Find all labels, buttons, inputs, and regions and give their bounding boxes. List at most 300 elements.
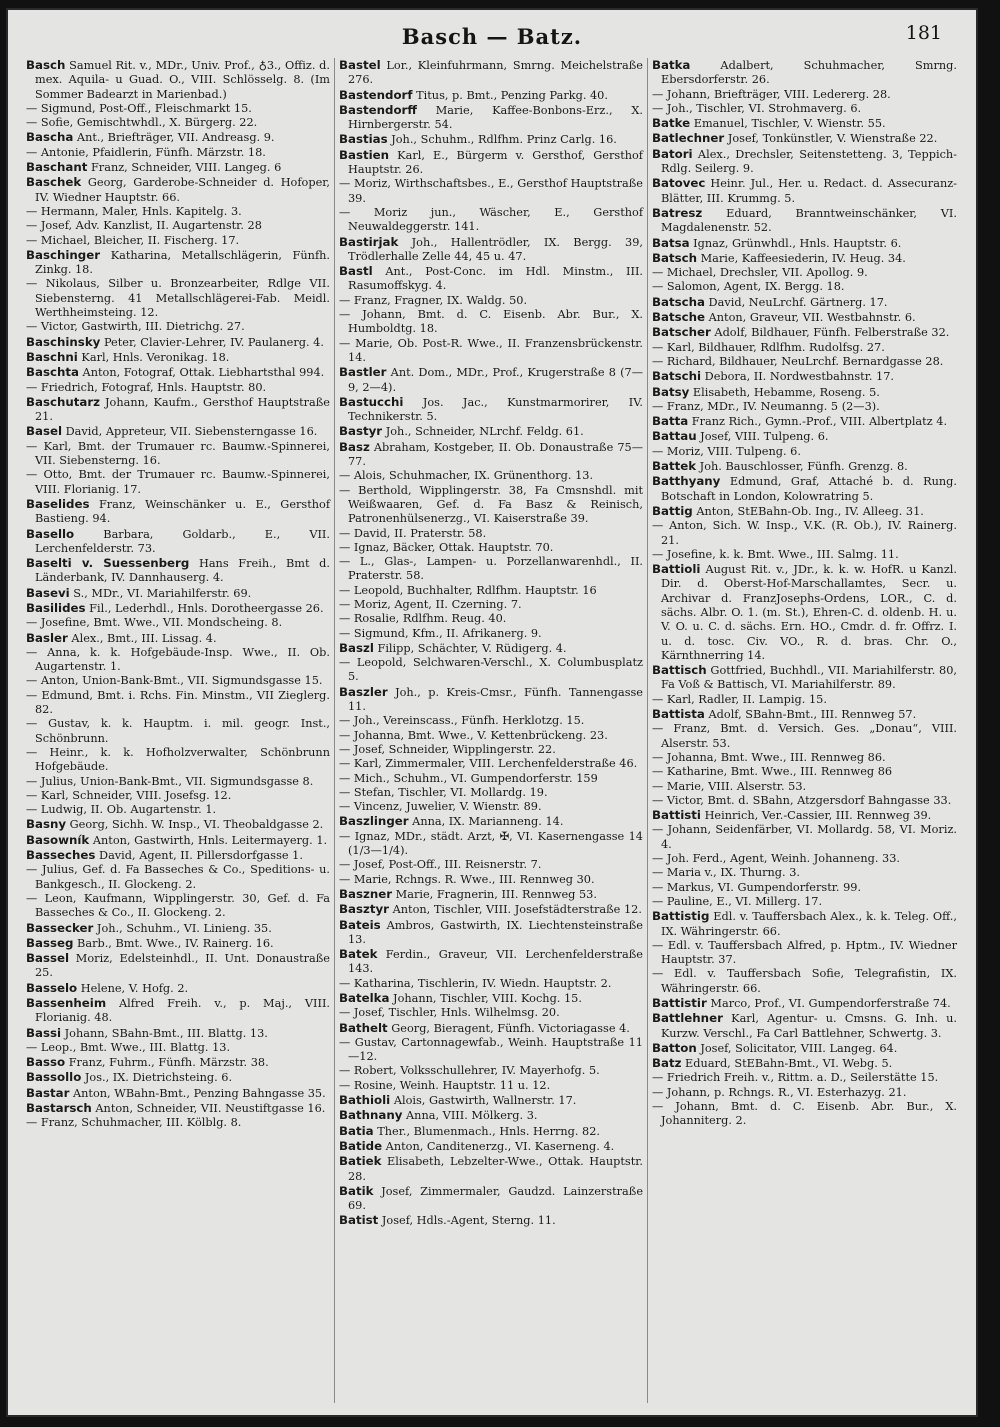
entry-text: Johann, SBahn-Bmt., III. Blattg. 13. — [61, 1026, 268, 1040]
entry-text: Marie, Kaffee-Bonbons-Erz., X. Hirnbergerstr. 54. — [348, 103, 643, 132]
entry-text: — Nikolaus, Silber u. Bronzearbeiter, Rdlge VII. Siebensterng. 41 Metallschlägerei-Fab. Meidl. Werthheimsteing. 12. — [26, 277, 330, 320]
entry-text: Alois, Gastwirth, Wallnerstr. 17. — [390, 1094, 577, 1108]
entry-text: Alex., Bmt., III. Lissag. 4. — [67, 631, 217, 645]
entry-text: — Hermann, Maler, Hnls. Kapitelg. 3. — [26, 204, 242, 218]
entry-text: Heinr. Jul., Her. u. Redact. d. Assecuranz-Blätter, III. Krummg. 5. — [661, 177, 957, 205]
directory-entry — [652, 1011, 957, 1041]
entry-text: August Rit. v., JDr., k. k. w. HofR. u Kanzl. Dir. d. Oberst-Hof-Marschallamtes, Secr. u. Archivar d. FranzJosephs-Ordens, LOR., C. d. sächs. Albr. O. 1. (m. St.), Ehren-C. d. oldenb. H. u. V. O. u. C. d. sächs. Ern. HO., Cmdr. d. fr. Offrz. I. u. d. tosc. Civ. VO., R. d. bras. Chr. O., Kärnthnerring 14. — [661, 563, 957, 662]
entry-surname: Batsy — [652, 384, 690, 399]
entry-surname: Battlehner — [652, 1011, 723, 1026]
directory-entry — [26, 616, 330, 630]
entry-surname: Bassi — [26, 1025, 62, 1040]
directory-entry — [652, 1056, 957, 1071]
directory-entry — [652, 385, 957, 400]
entry-surname: Battau — [652, 429, 697, 444]
entry-text: — Berthold, Wipplingerstr. 38, Fa Cmsnshdl. mit Weißwaaren, Gef. d. Fa Basz & Reinisch, Patronenhülsenerzg., VI. Kaiserstraße 39. — [339, 483, 643, 526]
directory-entry — [652, 414, 957, 429]
entry-surname: Batschi — [652, 369, 702, 384]
entry-text: — Vincenz, Juwelier, V. Wienstr. 89. — [339, 800, 542, 814]
entry-surname: Batlechner — [652, 131, 725, 146]
entry-text: Ant. Dom., MDr., Prof., Krugerstraße 8 (7—9, 2—4). — [348, 366, 643, 394]
entry-text: Jos. Jac., Kunstmarmorirer, IV. Technikerstr. 5. — [348, 395, 643, 424]
entry-text: — Richard, Bildhauer, NeuLrchf. Bernardgasse 28. — [652, 354, 944, 368]
directory-entry — [339, 947, 643, 977]
directory-entry — [652, 996, 957, 1011]
directory-entry — [339, 1213, 643, 1228]
entry-surname: Bathioli — [339, 1093, 391, 1108]
directory-entry — [652, 400, 957, 414]
directory-entry — [26, 320, 330, 334]
directory-entry — [26, 130, 330, 145]
entry-surname: Bascha — [26, 130, 74, 145]
entry-surname: Bateis — [339, 917, 381, 932]
directory-entry — [339, 469, 643, 483]
entry-text: Anton, Fotograf, Ottak. Liebhartsthal 994. — [78, 366, 325, 380]
directory-entry — [652, 445, 957, 459]
entry-surname: Basso — [26, 1055, 66, 1070]
entry-text: Georg, Garderobe-Schneider d. Hofoper, IV. Wiedner Hauptstr. 66. — [35, 176, 330, 204]
directory-entry — [339, 440, 643, 470]
directory-entry — [339, 814, 643, 829]
directory-entry — [339, 902, 643, 917]
entry-text: Franz, Fuhrm., Fünfh. Märzstr. 38. — [65, 1056, 269, 1070]
entry-text: Karl, Hnls. Veronikag. 18. — [77, 350, 230, 364]
entry-text: — Michael, Drechsler, VII. Apollog. 9. — [652, 266, 868, 280]
entry-surname: Bastarsch — [26, 1101, 92, 1116]
entry-text: — Franz, MDr., IV. Neumanng. 5 (2—3). — [652, 399, 880, 413]
entry-surname: Bassenheim — [26, 996, 107, 1010]
directory-entry — [26, 817, 330, 832]
directory-entry — [652, 280, 957, 294]
directory-entry — [652, 355, 957, 369]
entry-text: Joh., Schuhm., Rdlfhm. Prinz Carlg. 16. — [387, 133, 617, 147]
directory-entry — [652, 548, 957, 562]
entry-text: Heinrich, Ver.-Cassier, III. Rennweg 39. — [700, 809, 932, 823]
entry-text: — Moriz, Agent, II. Czerning. 7. — [339, 597, 522, 611]
directory-entry — [339, 1006, 643, 1020]
entry-text: Edmund, Graf, Attaché b. d. Rung. Botschaft in London, Kolowratring 5. — [661, 475, 957, 503]
directory-entry — [652, 116, 957, 131]
entry-text: Anna, VIII. Mölkerg. 3. — [402, 1109, 538, 1123]
entry-text: Franz, Weinschänker u. E., Gersthof Bastieng. 94. — [35, 497, 330, 526]
entry-text: — L., Glas-, Lampen- u. Porzellanwarenhdl., II. Praterstr. 58. — [339, 555, 643, 583]
entry-surname: Batz — [652, 1056, 682, 1071]
directory-entry — [339, 1064, 643, 1078]
entry-text: — Johann, Bmt. d. C. Eisenb. Abr. Bur., X. Humboldtg. 18. — [339, 308, 643, 336]
entry-surname: Batek — [339, 947, 378, 962]
directory-entry — [652, 765, 957, 779]
directory-entry — [26, 863, 330, 892]
directory-entry — [339, 1021, 643, 1036]
directory-entry — [339, 598, 643, 612]
directory-entry — [652, 939, 957, 968]
directory-entry — [26, 921, 330, 936]
entry-text: — Edl. v. Tauffersbach Alfred, p. Hptm., IV. Wiedner Hauptstr. 37. — [652, 938, 957, 967]
entry-text: — Pauline, E., VI. Millerg. 17. — [652, 894, 823, 908]
directory-entry — [26, 1086, 330, 1101]
directory-entry — [339, 1093, 643, 1108]
entry-text: — Sigmund, Kfm., II. Afrikanerg. 9. — [339, 626, 542, 640]
directory-entry — [339, 424, 643, 439]
entry-surname: Baschant — [26, 160, 88, 175]
entry-text: Ignaz, Grünwhdl., Hnls. Hauptstr. 6. — [689, 236, 902, 250]
entry-text: — Joh., Vereinscass., Fünfh. Herklotzg. 15. — [339, 714, 585, 728]
entry-text: — Franz, Bmt. d. Versich. Ges. „Donau“, VIII. Alserstr. 53. — [652, 722, 957, 750]
directory-entry — [652, 794, 957, 808]
directory-entry — [652, 206, 957, 236]
entry-surname: Basowník — [26, 832, 90, 847]
entry-text: — Josef, Tischler, Hnls. Wilhelmsg. 20. — [339, 1006, 560, 1020]
entry-text: — Leon, Kaufmann, Wipplingerstr. 30, Gef. d. Fa Basseches & Co., II. Glockeng. 2. — [26, 891, 330, 920]
entry-surname: Batsche — [652, 310, 706, 325]
entry-text: — Johann, Briefträger, VIII. Ledererg. 28. — [652, 87, 891, 101]
entry-surname: Basel — [26, 424, 63, 439]
entry-text: — Josef, Schneider, Wipplingerstr. 22. — [339, 742, 556, 756]
entry-surname: Batovec — [652, 176, 706, 191]
entry-text: — Rosalie, Rdlfhm. Reug. 40. — [339, 612, 507, 626]
directory-entry — [339, 887, 643, 902]
entry-text: — Otto, Bmt. der Trumauer rc. Baumw.-Spinnerei, VIII. Florianig. 17. — [26, 468, 330, 496]
directory-entry — [339, 830, 643, 859]
entry-text: — Friedrich, Fotograf, Hnls. Hauptstr. 80. — [26, 380, 267, 394]
directory-entry — [652, 266, 957, 280]
directory-entry — [26, 116, 330, 130]
directory-entry — [652, 751, 957, 765]
directory-entry — [26, 1026, 330, 1041]
entry-text: Adolf, SBahn-Bmt., III. Rennweg 57. — [704, 708, 917, 722]
directory-entry — [26, 219, 330, 233]
directory-entry — [652, 147, 957, 177]
entry-text: — Josef, Adv. Kanzlist, II. Augartenstr. 28 — [26, 219, 262, 233]
directory-entry — [339, 800, 643, 814]
entry-text: — Anna, k. k. Hofgebäude-Insp. Wwe., II. Ob. Augartenstr. 1. — [26, 645, 330, 674]
directory-entry — [339, 714, 643, 728]
directory-entry — [339, 1139, 643, 1154]
entry-text: Marco, Prof., VI. Gumpendorferstraße 74. — [706, 997, 951, 1010]
entry-text: — Heinr., k. k. Hofholzverwalter, Schönbrunn Hofgebäude. — [26, 745, 330, 774]
entry-text: Jos., IX. Dietrichsteing. 6. — [81, 1071, 233, 1085]
entry-text: — Anton, Sich. W. Insp., V.K. (R. Ob.), IV. Rainerg. 21. — [652, 519, 957, 547]
entry-text: Ant., Post-Conc. im Hdl. Minstm., III. Rasumoffskyg. 4. — [348, 265, 643, 293]
directory-entry — [26, 601, 330, 616]
entry-surname: Battistig — [652, 909, 710, 924]
entry-text: Elisabeth, Hebamme, Roseng. 5. — [689, 385, 880, 399]
directory-entry — [339, 88, 643, 103]
column-3 — [648, 58, 961, 1403]
directory-entry — [26, 996, 330, 1026]
entry-surname: Basevi — [26, 585, 70, 600]
directory-entry — [339, 757, 643, 771]
directory-entry — [339, 527, 643, 541]
directory-entry — [26, 789, 330, 803]
entry-text: Hans Freih., Bmt d. Länderbank, IV. Dannhauserg. 4. — [35, 557, 330, 585]
directory-entry — [26, 631, 330, 646]
entry-text: Marie, Kaffeesiederin, IV. Heug. 34. — [697, 251, 906, 265]
entry-surname: Bastel — [339, 58, 381, 72]
entry-surname: Basseg — [26, 935, 74, 950]
directory-entry — [26, 440, 330, 469]
directory-entry — [339, 177, 643, 206]
directory-entry — [26, 160, 330, 175]
directory-entry — [26, 1055, 330, 1070]
directory-entry — [26, 951, 330, 981]
entry-text: — Sigmund, Post-Off., Fleischmarkt 15. — [26, 101, 252, 115]
directory-entry — [339, 627, 643, 641]
entry-text: — Katharina, Tischlerin, IV. Wiedn. Hauptstr. 2. — [339, 976, 612, 990]
entry-text: Titus, p. Bmt., Penzing Parkg. 40. — [412, 88, 608, 102]
entry-text: — Joh., Tischler, VI. Strohmaverg. 6. — [652, 101, 862, 115]
directory-entry — [26, 981, 330, 996]
entry-text: Eduard, Branntweinschänker, VI. Magdalenenstr. 52. — [661, 206, 957, 235]
entry-text: Elisabeth, Lebzelter-Wwe., Ottak. Hauptstr. 28. — [348, 1155, 643, 1183]
directory-entry — [26, 234, 330, 248]
directory-entry — [339, 858, 643, 872]
directory-entry — [339, 148, 643, 178]
directory-entry — [652, 131, 957, 146]
directory-entry — [339, 656, 643, 685]
entry-text: David, Agent, II. Pillersdorfgasse 1. — [95, 849, 303, 863]
entry-text: Joh., Schuhm., VI. Linieng. 35. — [93, 921, 272, 935]
entry-surname: Basz — [339, 439, 370, 454]
directory-entry — [26, 381, 330, 395]
entry-surname: Bathnany — [339, 1108, 403, 1123]
directory-entry — [26, 936, 330, 951]
entry-text: Eduard, StEBahn-Bmt., VI. Webg. 5. — [681, 1057, 893, 1071]
entry-text: — Gustav, k. k. Hauptm. i. mil. geogr. Inst., Schönbrunn. — [26, 717, 330, 745]
entry-text: Peter, Clavier-Lehrer, IV. Paulanerg. 4. — [100, 335, 324, 349]
entry-text: Anna, IX. Marianneng. 14. — [408, 815, 564, 829]
entry-text: — Johann, p. Rchngs. R., VI. Esterhazyg. 21. — [652, 1085, 907, 1099]
directory-entry — [26, 674, 330, 688]
entry-surname: Baselti v. Suessenberg — [26, 556, 190, 571]
directory-entry — [339, 308, 643, 337]
entry-text: — Julius, Gef. d. Fa Basseches & Co., Speditions- u. Bankgesch., II. Glockeng. 2. — [26, 863, 330, 891]
entry-surname: Bassel — [26, 951, 70, 966]
entry-text: David, Appreteur, VII. Siebensterngasse 16. — [62, 425, 318, 439]
entry-text: — Ignaz, Bäcker, Ottak. Hauptstr. 70. — [339, 540, 554, 554]
entry-text: Gottfried, Buchhdl., VII. Mariahilferstr. 80, Fa Voß & Battisch, VI. Mariahilferstr. 89. — [661, 664, 957, 692]
entry-surname: Battek — [652, 459, 697, 474]
directory-entry — [339, 977, 643, 991]
entry-text: — David, II. Praterstr. 58. — [339, 526, 487, 540]
directory-entry — [339, 294, 643, 308]
entry-text: Georg, Sichh. W. Insp., VI. Theobaldgasse 2. — [66, 818, 324, 832]
directory-entry — [339, 685, 643, 715]
entry-surname: Bastirjak — [339, 234, 399, 249]
entry-text: Karl, E., Bürgerm v. Gersthof, Gersthof Hauptstr. 26. — [348, 148, 643, 177]
directory-entry — [26, 248, 330, 278]
entry-surname: Batiek — [339, 1154, 382, 1169]
entry-surname: Batscher — [652, 325, 711, 340]
entry-surname: Bastendorff — [339, 102, 417, 117]
entry-text: Adalbert, Schuhmacher, Smrng. Ebersdorferstr. 26. — [661, 59, 957, 87]
directory-entry — [339, 235, 643, 265]
entry-text: — Josefine, k. k. Bmt. Wwe., III. Salmg. 11. — [652, 547, 899, 561]
directory-entry — [652, 866, 957, 880]
entry-text: — Markus, VI. Gumpendorferstr. 99. — [652, 880, 862, 894]
entry-text: — Sofie, Gemischtwhdl., X. Bürgerg. 22. — [26, 116, 258, 130]
entry-text: — Karl, Zimmermaler, VIII. Lerchenfelderstraße 46. — [339, 757, 638, 771]
entry-text: Johann, Tischler, VIII. Kochg. 15. — [389, 992, 582, 1005]
entry-surname: Batta — [652, 414, 689, 429]
entry-surname: Bassollo — [26, 1070, 82, 1085]
directory-entry — [339, 1108, 643, 1123]
directory-entry — [26, 468, 330, 497]
entry-text: Alfred Freih. v., p. Maj., VIII. Florianig. 48. — [35, 997, 330, 1025]
entry-text: — Ignaz, MDr., städt. Arzt, ✠, VI. Kasernengasse 14 (1/3—1/4). — [339, 829, 643, 858]
entry-text: S., MDr., VI. Mariahilferstr. 69. — [69, 586, 252, 600]
entry-text: — Moriz jun., Wäscher, E., Gersthof Neuwaldeggerstr. 141. — [339, 205, 643, 234]
entry-surname: Battistir — [652, 996, 707, 1010]
entry-text: — Anton, Union-Bank-Bmt., VII. Sigmundsgasse 15. — [26, 674, 323, 688]
directory-entry — [26, 803, 330, 817]
entry-surname: Basztyr — [339, 902, 389, 917]
entry-text: Anton, StEBahn-Ob. Ing., IV. Alleeg. 31. — [692, 504, 924, 518]
column-1 — [22, 58, 335, 1403]
directory-entry — [652, 707, 957, 722]
entry-text: — Karl, Bildhauer, Rdlfhm. Rudolfsg. 27. — [652, 340, 885, 354]
entry-surname: Baszl — [339, 640, 374, 655]
directory-entry — [26, 892, 330, 921]
entry-text: — Moriz, Wirthschaftsbes., E., Gersthof Hauptstraße 39. — [339, 177, 643, 205]
directory-entry — [339, 337, 643, 366]
entry-text: Edl. v. Tauffersbach Alex., k. k. Teleg. Off., IX. Währingerstr. 66. — [661, 910, 957, 938]
entry-text: — Gustav, Cartonnagewfab., Weinh. Hauptstraße 11—12. — [339, 1035, 643, 1064]
directory-entry — [339, 103, 643, 133]
entry-text: — Robert, Volksschullehrer, IV. Mayerhofg. 5. — [339, 1064, 600, 1078]
directory-entry — [652, 369, 957, 384]
directory-entry — [339, 743, 643, 757]
directory-entry — [652, 325, 957, 340]
entry-surname: Basselo — [26, 980, 78, 995]
entry-text: Joh. Bauschlosser, Fünfh. Grenzg. 8. — [696, 460, 908, 474]
directory-entry — [26, 848, 330, 863]
entry-text: Franz Rich., Gymn.-Prof., VIII. Albertplatz 4. — [688, 415, 948, 429]
directory-entry — [26, 175, 330, 205]
directory-entry — [339, 1184, 643, 1214]
entry-text: Josef, VIII. Tulpeng. 6. — [696, 430, 829, 444]
page-title: Basch — Batz. — [401, 24, 583, 49]
entry-surname: Bastler — [339, 365, 387, 380]
directory-page — [8, 10, 976, 1415]
entry-text: Adolf, Bildhauer, Fünfh. Felberstraße 32. — [710, 326, 950, 340]
entry-text: — Marie, Rchngs. R. Wwe., III. Rennweg 30. — [339, 872, 595, 886]
entry-text: Lor., Kleinfuhrmann, Smrng. Meichelstraße 276. — [348, 59, 643, 87]
entry-surname: Batresz — [652, 205, 703, 220]
entry-text: Samuel Rit. v., MDr., Univ. Prof., ♁3., Offiz. d. mex. Aquila- u Guad. O., VIII. Schlösselg. 8. (Im Sommer Badearzt in Marienbad.) — [35, 59, 330, 101]
directory-entry — [652, 251, 957, 266]
entry-text: Anton, Tischler, VIII. Josefstädterstraße 12. — [389, 903, 642, 917]
directory-entry — [339, 729, 643, 743]
entry-surname: Baszner — [339, 886, 393, 901]
directory-entry — [26, 717, 330, 746]
directory-entry — [26, 746, 330, 775]
directory-entry — [26, 1101, 330, 1116]
entry-surname: Batik — [339, 1183, 374, 1198]
entry-surname: Basch — [26, 58, 66, 72]
entry-text: — Victor, Gastwirth, III. Dietrichg. 27. — [26, 320, 245, 334]
directory-entry — [339, 873, 643, 887]
directory-entry — [652, 562, 957, 663]
directory-entry — [26, 527, 330, 557]
directory-entry — [652, 722, 957, 751]
directory-entry — [652, 504, 957, 519]
directory-entry — [339, 1154, 643, 1184]
directory-entry — [652, 58, 957, 88]
entry-text: — Johann, Bmt. d. C. Eisenb. Abr. Bur., X. Johanniterg. 2. — [652, 1100, 957, 1128]
entry-surname: Baszlinger — [339, 814, 409, 829]
entry-surname: Battioli — [652, 562, 701, 577]
entry-surname: Baschinsky — [26, 334, 101, 349]
entry-text: Anton, WBahn-Bmt., Penzing Bahngasse 35. — [69, 1086, 326, 1100]
directory-entry — [26, 350, 330, 365]
entry-text: Anton, Graveur, VII. Westbahnstr. 6. — [705, 311, 916, 325]
directory-entry — [26, 146, 330, 160]
entry-text: Anton, Canditenerzg., VI. Kaserneng. 4. — [382, 1139, 615, 1153]
entry-surname: Baschutarz — [26, 394, 101, 409]
entry-surname: Bastias — [339, 132, 388, 147]
directory-entry — [26, 1070, 330, 1085]
directory-entry — [339, 1036, 643, 1065]
entry-text: — Michael, Bleicher, II. Fischerg. 17. — [26, 233, 240, 247]
entry-surname: Baschek — [26, 175, 82, 190]
directory-entry — [652, 1100, 957, 1129]
directory-entry — [26, 646, 330, 675]
entry-surname: Battisch — [652, 663, 707, 678]
entry-text: — Salomon, Agent, IX. Bergg. 18. — [652, 280, 845, 294]
entry-text: — Victor, Bmt. d. SBahn, Atzgersdorf Bahngasse 33. — [652, 793, 952, 807]
entry-text: — Moriz, VIII. Tulpeng. 6. — [652, 444, 801, 458]
directory-entry — [26, 497, 330, 527]
directory-entry — [26, 335, 330, 350]
directory-entry — [339, 1124, 643, 1139]
entry-text: Georg, Bieragent, Fünfh. Victoriagasse 4. — [387, 1021, 630, 1035]
entry-text: Franz, Schneider, VIII. Langeg. 6 — [87, 161, 282, 175]
entry-text: Anton, Schneider, VII. Neustiftgasse 16. — [91, 1102, 326, 1116]
entry-text: — Leopold, Buchhalter, Rdlfhm. Hauptstr. 16 — [339, 583, 597, 597]
entry-text: — Katharine, Bmt. Wwe., III. Rennweg 86 — [652, 765, 893, 779]
entry-surname: Batsch — [652, 250, 698, 265]
entry-text: — Edl. v. Tauffersbach Sofie, Telegrafistin, IX. Währingerstr. 66. — [652, 967, 957, 995]
directory-entry — [652, 881, 957, 895]
entry-text: — Marie, Ob. Post-R. Wwe., II. Franzensbrückenstr. 14. — [339, 336, 643, 364]
directory-entry — [26, 395, 330, 425]
directory-entry — [652, 429, 957, 444]
entry-surname: Batide — [339, 1138, 383, 1153]
directory-entry — [26, 1041, 330, 1055]
page-header — [8, 10, 976, 56]
directory-entry — [26, 1116, 330, 1130]
directory-entry — [652, 474, 957, 504]
directory-entry — [652, 295, 957, 310]
entry-surname: Baschinger — [26, 247, 101, 262]
entry-surname: Batelka — [339, 991, 390, 1005]
entry-text: Joh., Hallentrödler, IX. Bergg. 39, Trödlerhalle Zelle 44, 45 u. 47. — [348, 235, 643, 263]
entry-surname: Battig — [652, 503, 693, 518]
directory-entry — [652, 341, 957, 355]
directory-entry — [26, 424, 330, 439]
directory-entry — [652, 967, 957, 996]
directory-entry — [339, 918, 643, 948]
directory-entry — [652, 236, 957, 251]
directory-entry — [652, 852, 957, 866]
entry-text: Anton, Gastwirth, Hnls. Leitermayerg. 1. — [89, 833, 328, 847]
entry-text: — Karl, Radler, II. Lampig. 15. — [652, 692, 827, 706]
entry-surname: Baselides — [26, 496, 90, 511]
directory-entry — [339, 786, 643, 800]
entry-text: — Stefan, Tischler, VI. Mollardg. 19. — [339, 785, 548, 799]
entry-surname: Batton — [652, 1040, 697, 1055]
